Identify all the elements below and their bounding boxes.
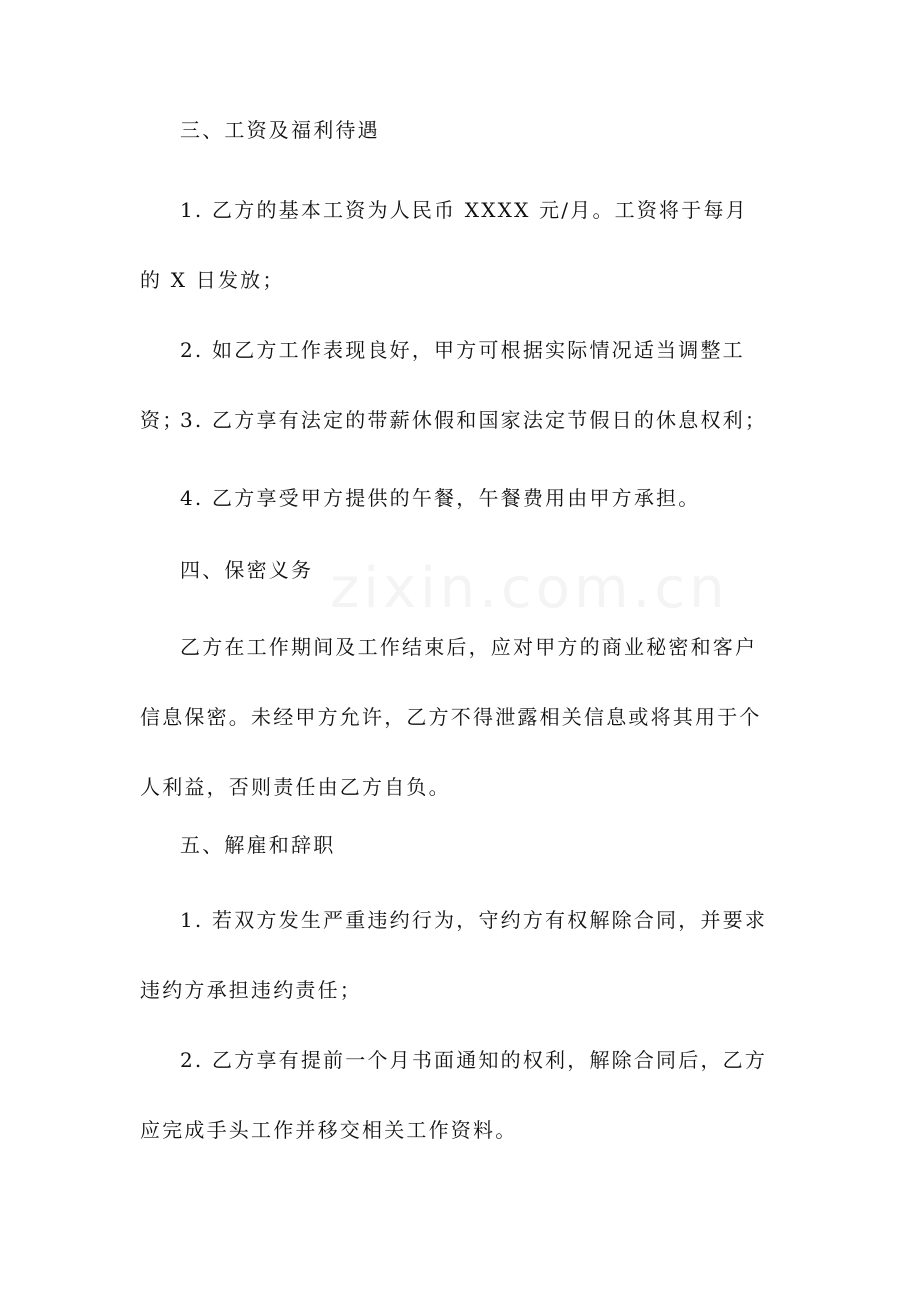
- watermark: zixin.com.cn: [330, 556, 729, 621]
- paragraph-confidentiality: 乙方在工作期间及工作结束后，应对甲方的商业秘密和客户信息保密。未经甲方允许，乙方不得泄露相关信息或将其用于个人利益，否则责任由乙方自负。: [140, 635, 762, 799]
- section-heading-dismissal-resignation: 五、解雇和辞职: [180, 833, 336, 857]
- paragraph-base-salary: 1. 乙方的基本工资为人民币 XXXX 元/月。工资将于每月的 X 日发放；: [140, 198, 748, 292]
- section-heading-wages-benefits: 三、工资及福利待遇: [180, 118, 380, 142]
- paragraph-breach-termination: 1. 若双方发生严重违约行为，守约方有权解除合同，并要求违约方承担违约责任；: [140, 908, 768, 1002]
- paragraph-paid-leave: 3. 乙方享有法定的带薪休假和国家法定节假日的休息权利；: [180, 408, 768, 432]
- paragraph-salary-adjustment: 2. 如乙方工作表现良好，甲方可根据实际情况适当调整工资；: [140, 338, 745, 432]
- paragraph-lunch: 4. 乙方享受甲方提供的午餐，午餐费用由甲方承担。: [180, 486, 701, 510]
- section-heading-confidentiality: 四、保密义务: [180, 558, 314, 582]
- paragraph-resignation-notice: 2. 乙方享有提前一个月书面通知的权利，解除合同后，乙方应完成手头工作并移交相关工作资料。: [140, 1048, 768, 1142]
